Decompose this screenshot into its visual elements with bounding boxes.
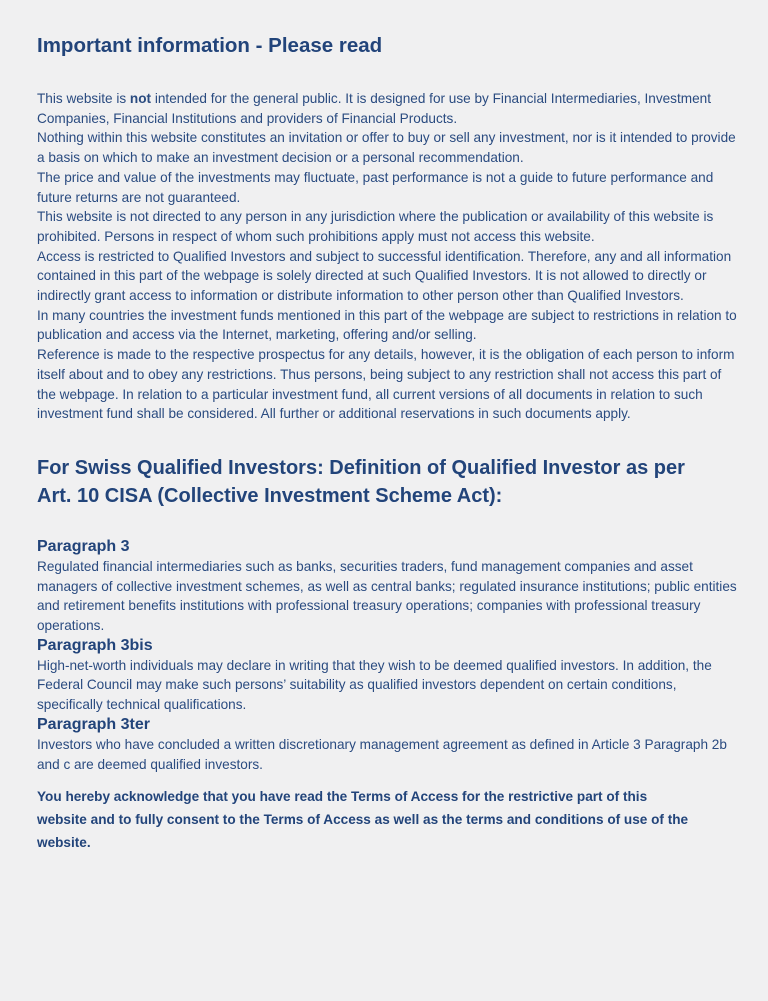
paragraph-3ter-body: Investors who have concluded a written discretionary management agreement as defined in Article 3 Paragraph 2b and c are deemed qualified investors. xyxy=(37,736,727,772)
intro-paragraph-7: Reference is made to the respective prospectus for any details, however, it is the obligation of each person to inform itself about and to obey any restrictions. Thus persons, being subject to any restriction shall not access this part of the webpage. In relation to a particular investment fund, all current versions of all documents in relation to such investment fund shall be considered. All further or additional reservations in such documents apply. xyxy=(37,347,735,422)
paragraph-3-title: Paragraph 3 xyxy=(37,537,130,555)
intro-paragraph-2: Nothing within this website constitutes an invitation or offer to buy or sell any investment, nor is it intended to provide a basis on which to make an investment decision or a personal recommendation. xyxy=(37,130,736,166)
intro-paragraph-3: The price and value of the investments may fluctuate, past performance is not a guide to future performance and future returns are not guaranteed. xyxy=(37,169,714,205)
paragraph-3-body: Regulated financial intermediaries such as banks, securities traders, fund management companies and asset managers of collective investment schemes, as well as central banks; regulated insurance institutions; public entities and retirement benefits institutions with professional treasury operations; companies with professional treasury operations. xyxy=(37,558,737,634)
intro-paragraph-1 xyxy=(37,89,738,128)
page-title: Important information - Please read xyxy=(37,34,383,57)
intro-section xyxy=(37,89,738,424)
intro-p1-end: intended for the general public. It is designed for use by Financial Intermediaries, Investment Companies, Financial Institutions and providers of Financial Products. xyxy=(37,91,711,126)
intro-paragraph-5: Access is restricted to Qualified Investors and subject to successful identification. Therefore, any and all information contained in this part of the webpage is solely directed at such Qualified Investors. It is not allowed to directly or indirectly grant access to information or distribute information to other person other than Qualified Investors. xyxy=(37,248,732,304)
swiss-investors-heading: For Swiss Qualified Investors: Definition of Qualified Investor as per Art. 10 CISA (Collective Investment Scheme Act): xyxy=(37,456,685,507)
paragraph-3bis-body: High-net-worth individuals may declare in writing that they wish to be deemed qualified investors. In addition, the Federal Council may make such persons’ suitability as qualified investors dependent on certain conditions, specifically technical qualifications. xyxy=(37,657,712,713)
intro-p1-start: This website is xyxy=(37,91,130,106)
intro-p1-emphasis: not xyxy=(129,91,152,106)
intro-paragraph-4: This website is not directed to any person in any jurisdiction where the publication or availability of this website is prohibited. Persons in respect of whom such prohibitions apply must not access this website. xyxy=(37,209,714,244)
acknowledgement-text: You hereby acknowledge that you have read the Terms of Access for the restrictive part of this website and to fully consent to the Terms of Access as well as the terms and conditions of use of the website. xyxy=(37,789,689,851)
paragraph-3ter-title: Paragraph 3ter xyxy=(37,715,150,733)
intro-paragraph-6: In many countries the investment funds mentioned in this part of the webpage are subject to restrictions in relation to publication and access via the Internet, marketing, offering and/or selling. xyxy=(37,307,737,343)
swiss-paragraphs xyxy=(37,537,738,774)
paragraph-3bis-title: Paragraph 3bis xyxy=(37,636,153,654)
